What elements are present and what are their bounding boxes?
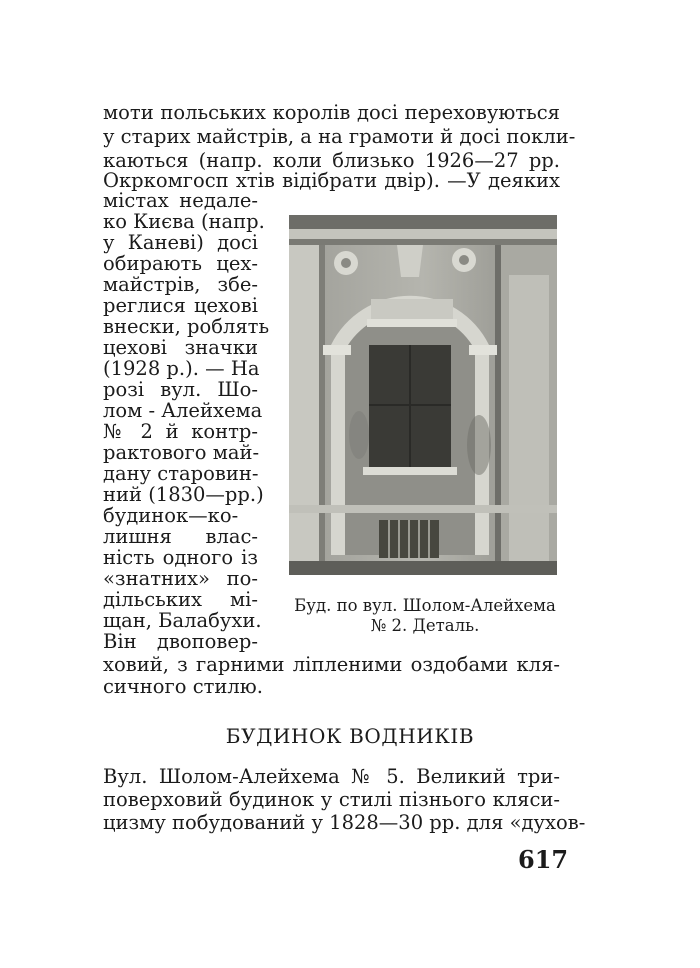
text-line: дільських мі- [103, 588, 258, 611]
text-line: у Каневі) досі [103, 231, 258, 254]
building-window-photo [289, 215, 557, 575]
text-line: ко Києва (напр. [103, 210, 265, 233]
text-line: обирають цех- [103, 252, 258, 275]
text-line: ність одного із [103, 546, 258, 569]
text-line: будинок—ко- [103, 504, 239, 527]
text-line: розі вул. Шо- [103, 378, 258, 401]
text-line: лишня влас- [103, 525, 258, 548]
text-line: ховий, з гарними ліпленими оздобами кля- [103, 653, 560, 676]
text-line: рактового май- [103, 441, 260, 464]
text-line: цехові значки [103, 336, 258, 359]
photo-caption-line: № 2. Деталь. [370, 616, 480, 635]
section-heading: БУДИНОК ВОДНИКІВ [225, 724, 475, 748]
text-line: ний (1830—рр.) [103, 483, 264, 506]
text-line: щан, Балабухи. [103, 609, 262, 632]
text-line: майстрів, збе- [103, 273, 258, 296]
text-line: містах недале- [103, 189, 258, 212]
text-line: «знатних» по- [103, 567, 258, 590]
text-line: у старих майстрів, а на грамоти й досі покли- [103, 125, 576, 148]
text-line: поверховий будинок у стилі пізнього кляси- [103, 788, 560, 811]
text-line: № 2 й контр- [103, 420, 258, 443]
text-line: каються (напр. коли близько 1926—27 рр. [103, 149, 560, 172]
text-line: цизму побудований у 1828—30 рр. для «духов- [103, 811, 586, 834]
text-line: (1928 р.). — На [103, 357, 260, 380]
text-line: реглися цехові [103, 294, 258, 317]
text-line: Вул. Шолом-Алейхема № 5. Великий три- [103, 765, 560, 788]
text-line: лом - Алейхема [103, 399, 263, 422]
text-line: сичного стилю. [103, 675, 263, 698]
text-line: внески, роблять [103, 315, 270, 338]
text-line: Він двоповер- [103, 630, 258, 653]
page-number: 617 [518, 845, 569, 874]
photo-caption-line: Буд. по вул. Шолом-Алейхема [294, 596, 556, 615]
text-line: дану старовин- [103, 462, 259, 485]
text-line: моти польських королів досі переховуються [103, 101, 560, 124]
text-line: Окркомгосп хтів відібрати двір). —У деяких [103, 169, 560, 192]
